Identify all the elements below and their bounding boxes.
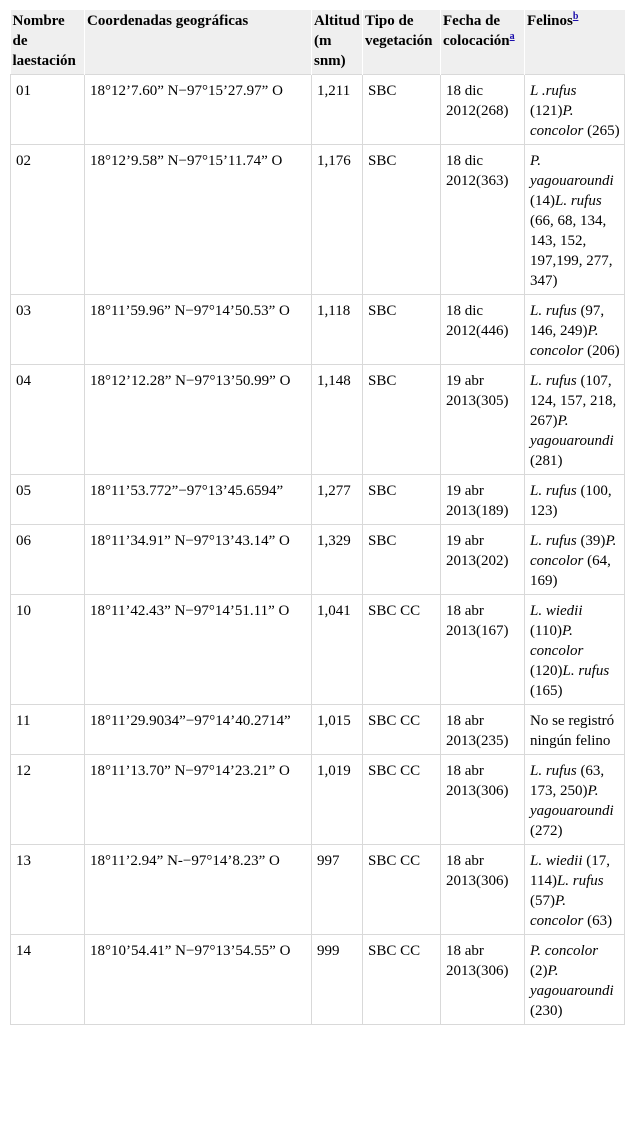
cell-coordinates: 18°11’59.96” N−97°14’50.53” O	[85, 295, 312, 365]
table-row	[11, 935, 625, 1025]
table-row	[11, 525, 625, 595]
cell-vegetation: SBC CC	[363, 705, 441, 755]
cell-coordinates: 18°11’13.70” N−97°14’23.21” O	[85, 755, 312, 845]
cell-altitude: 1,118	[312, 295, 363, 365]
cell-vegetation: SBC	[363, 145, 441, 295]
cell-felids: L. wiedii (17, 114)L. rufus (57)P. concolor (63)	[525, 845, 625, 935]
cell-date: 18 dic 2012(268)	[441, 75, 525, 145]
cell-felids: L. rufus (97, 146, 249)P. concolor (206)	[525, 295, 625, 365]
table-container	[10, 10, 624, 1025]
header-date	[441, 10, 525, 75]
cell-coordinates: 18°10’54.41” N−97°13’54.55” O	[85, 935, 312, 1025]
cell-felids: L .rufus (121)P. concolor (265)	[525, 75, 625, 145]
cell-coordinates: 18°12’9.58” N−97°15’11.74” O	[85, 145, 312, 295]
cell-date: 19 abr 2013(202)	[441, 525, 525, 595]
footnote-b-link[interactable]: b	[572, 11, 579, 22]
cell-coordinates: 18°11’42.43” N−97°14’51.11” O	[85, 595, 312, 705]
cell-altitude: 1,041	[312, 595, 363, 705]
cell-coordinates: 18°11’29.9034”−97°14’40.2714”	[85, 705, 312, 755]
cell-coordinates: 18°12’7.60” N−97°15’27.97” O	[85, 75, 312, 145]
table-row	[11, 145, 625, 295]
header-felids	[525, 10, 625, 75]
cell-altitude: 1,211	[312, 75, 363, 145]
cell-felids: L. rufus (107, 124, 157, 218, 267)P. yagouaroundi (281)	[525, 365, 625, 475]
cell-felids: No se registró ningún felino	[525, 705, 625, 755]
cell-station-name: 03	[11, 295, 85, 365]
cell-altitude: 1,329	[312, 525, 363, 595]
cell-vegetation: SBC	[363, 475, 441, 525]
cell-felids: L. rufus (39)P. concolor (64, 169)	[525, 525, 625, 595]
cell-date: 18 abr 2013(235)	[441, 705, 525, 755]
cell-altitude: 999	[312, 935, 363, 1025]
cell-vegetation: SBC CC	[363, 755, 441, 845]
cell-station-name: 01	[11, 75, 85, 145]
cell-station-name: 10	[11, 595, 85, 705]
table-row	[11, 75, 625, 145]
header-altitude: Altitud (m snm)	[312, 10, 363, 75]
table-row	[11, 365, 625, 475]
table-row	[11, 295, 625, 365]
header-row	[11, 10, 625, 75]
cell-station-name: 04	[11, 365, 85, 475]
table-row	[11, 475, 625, 525]
table-row	[11, 595, 625, 705]
cell-station-name: 11	[11, 705, 85, 755]
header-felids-label: Felinos	[527, 13, 573, 29]
cell-vegetation: SBC	[363, 365, 441, 475]
cell-vegetation: SBC CC	[363, 595, 441, 705]
cell-date: 18 dic 2012(363)	[441, 145, 525, 295]
cell-station-name: 05	[11, 475, 85, 525]
header-coordinates: Coordenadas geográficas	[85, 10, 312, 75]
cell-vegetation: SBC CC	[363, 935, 441, 1025]
cell-date: 19 abr 2013(189)	[441, 475, 525, 525]
cell-station-name: 06	[11, 525, 85, 595]
cell-vegetation: SBC CC	[363, 845, 441, 935]
cell-coordinates: 18°11’53.772”−97°13’45.6594”	[85, 475, 312, 525]
cell-felids: L. rufus (63, 173, 250)P. yagouaroundi (272)	[525, 755, 625, 845]
table-row	[11, 845, 625, 935]
cell-vegetation: SBC	[363, 525, 441, 595]
cell-altitude: 1,277	[312, 475, 363, 525]
cell-felids: P. yagouaroundi (14)L. rufus (66, 68, 134, 143, 152, 197,199, 277, 347)	[525, 145, 625, 295]
cell-station-name: 13	[11, 845, 85, 935]
cell-felids: L. rufus (100, 123)	[525, 475, 625, 525]
header-vegetation: Tipo de vegetación	[363, 10, 441, 75]
cell-station-name: 12	[11, 755, 85, 845]
table-body	[11, 75, 625, 1025]
table-row	[11, 755, 625, 845]
cell-date: 18 abr 2013(167)	[441, 595, 525, 705]
table-header	[11, 10, 625, 75]
cell-altitude: 1,019	[312, 755, 363, 845]
cell-coordinates: 18°11’34.91” N−97°13’43.14” O	[85, 525, 312, 595]
cell-felids: P. concolor (2)P. yagouaroundi (230)	[525, 935, 625, 1025]
cell-date: 18 abr 2013(306)	[441, 935, 525, 1025]
cell-date: 18 abr 2013(306)	[441, 845, 525, 935]
cell-vegetation: SBC	[363, 75, 441, 145]
cell-vegetation: SBC	[363, 295, 441, 365]
cell-date: 18 dic 2012(446)	[441, 295, 525, 365]
cell-date: 18 abr 2013(306)	[441, 755, 525, 845]
cell-altitude: 1,176	[312, 145, 363, 295]
cell-altitude: 1,015	[312, 705, 363, 755]
cell-coordinates: 18°11’2.94” N-−97°14’8.23” O	[85, 845, 312, 935]
footnote-a-link[interactable]: a	[509, 31, 515, 42]
cell-date: 19 abr 2013(305)	[441, 365, 525, 475]
cell-altitude: 997	[312, 845, 363, 935]
stations-table	[10, 10, 625, 1025]
cell-coordinates: 18°12’12.28” N−97°13’50.99” O	[85, 365, 312, 475]
cell-altitude: 1,148	[312, 365, 363, 475]
header-station-name: Nombre de laestación	[11, 10, 85, 75]
cell-felids: L. wiedii (110)P. concolor (120)L. rufus (165)	[525, 595, 625, 705]
cell-station-name: 14	[11, 935, 85, 1025]
table-row	[11, 705, 625, 755]
cell-station-name: 02	[11, 145, 85, 295]
header-date-label: Fecha de colocación	[443, 13, 510, 49]
